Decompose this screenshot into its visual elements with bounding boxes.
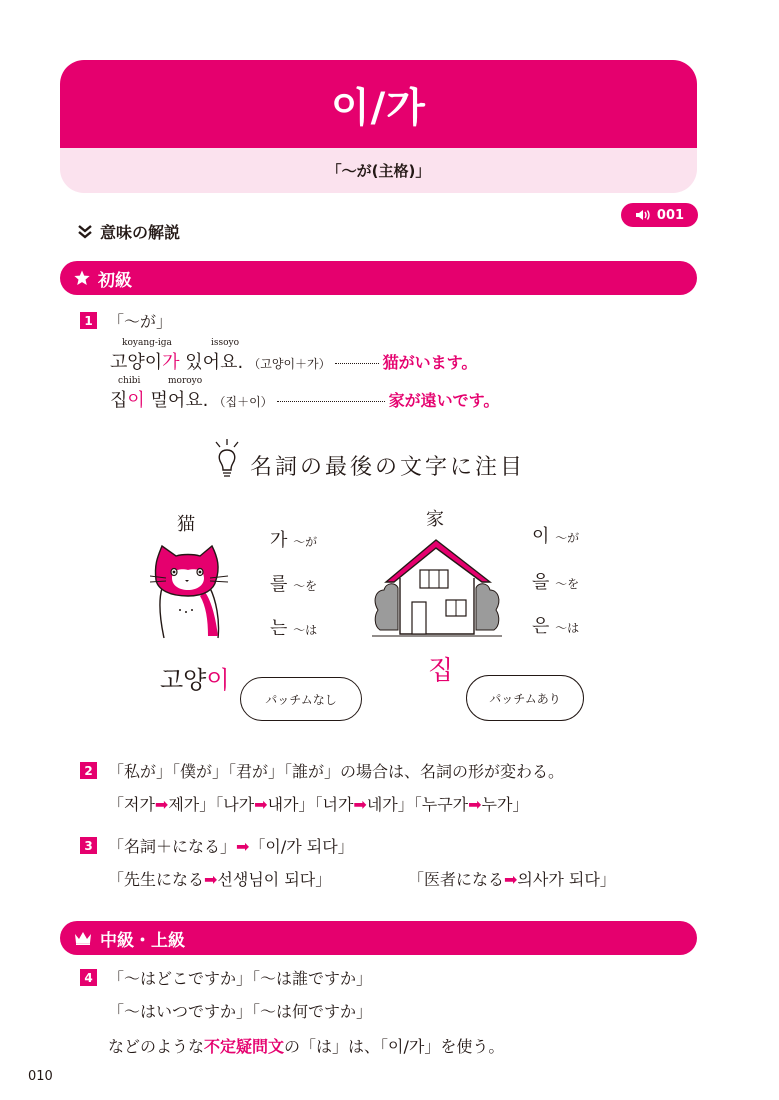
example-1-particle: 가 bbox=[162, 352, 180, 373]
house-illustration bbox=[372, 530, 502, 645]
item3-rule-right: 「이/가 되다」 bbox=[249, 837, 354, 856]
item3-example-b bbox=[408, 867, 616, 890]
item4-line3 bbox=[108, 1034, 504, 1057]
example-1-translation: 猫がいます。 bbox=[382, 353, 478, 372]
particle-neun bbox=[270, 614, 317, 640]
item-number-4: 4 bbox=[80, 969, 97, 986]
ruby-chibi: chibi bbox=[118, 376, 141, 386]
item4-line2: 「〜はいつですか」「〜は何ですか」 bbox=[108, 1002, 373, 1021]
arrow-right-icon: ➡ bbox=[504, 870, 518, 889]
example-2-korean-stem: 집 bbox=[110, 390, 128, 411]
dotted-leader bbox=[277, 401, 385, 402]
particle-reul-korean: 를 bbox=[270, 574, 288, 595]
particle-reul-gloss: 〜を bbox=[293, 579, 318, 593]
example-1-note: （고양이＋가） bbox=[248, 357, 331, 371]
meaning-heading bbox=[78, 220, 180, 243]
example-2-translation: 家が遠いです。 bbox=[388, 391, 500, 410]
audio-track-badge[interactable] bbox=[621, 203, 698, 227]
cat-word-stem: 고양 bbox=[160, 666, 207, 694]
page-number: 010 bbox=[28, 1069, 53, 1084]
particle-i bbox=[532, 522, 579, 548]
speaker-icon bbox=[635, 209, 653, 221]
illustration-title: 名詞の最後の文字に注目 bbox=[250, 455, 526, 480]
pair-1-to: 제가」 bbox=[168, 795, 216, 814]
cat-word bbox=[160, 660, 230, 695]
arrow-right-icon: ➡ bbox=[204, 870, 218, 889]
example-1-korean-rest: 있어요. bbox=[179, 352, 244, 373]
cat-illustration bbox=[150, 540, 232, 640]
bubble-no-batchim-text: パッチムなし bbox=[265, 692, 337, 707]
house-word: 집 bbox=[428, 656, 454, 686]
particle-eun-korean: 은 bbox=[532, 616, 550, 637]
item4-line3-suffix: の「は」は、「이/가」を使う。 bbox=[284, 1037, 505, 1056]
pair-2-to: 내가」 bbox=[267, 795, 315, 814]
item3-example-b-jp: 「医者になる bbox=[408, 870, 505, 889]
page-title: 이/가 bbox=[331, 84, 426, 131]
dotted-leader bbox=[335, 363, 379, 364]
double-chevron-down-icon bbox=[78, 225, 92, 239]
pair-4-from: 「누구가 bbox=[413, 795, 469, 814]
section-advanced-bar bbox=[60, 921, 697, 955]
item3-line1 bbox=[108, 834, 354, 857]
particle-eun bbox=[532, 612, 579, 638]
particle-i-gloss: 〜が bbox=[555, 531, 580, 545]
item3-rule-left: 「名詞＋になる」 bbox=[108, 837, 237, 856]
speech-bubble-no-batchim bbox=[240, 677, 362, 721]
particle-eun-gloss: 〜は bbox=[555, 621, 580, 635]
particle-neun-korean: 는 bbox=[270, 618, 288, 639]
item2-line2 bbox=[108, 792, 528, 815]
subtitle-bar bbox=[60, 148, 697, 193]
particle-ga bbox=[270, 526, 317, 552]
pair-3-to: 네가」 bbox=[366, 795, 414, 814]
particle-ga-gloss: 〜が bbox=[293, 535, 318, 549]
particle-eul bbox=[532, 568, 579, 594]
section-beginner-bar bbox=[60, 261, 697, 295]
pair-1-from: 「저가 bbox=[108, 795, 155, 814]
item-number-3: 3 bbox=[80, 837, 97, 854]
section-beginner-label: 初級 bbox=[98, 270, 132, 291]
example-2 bbox=[110, 386, 499, 412]
item3-example-a-jp: 「先生になる bbox=[108, 870, 205, 889]
title-bar bbox=[60, 60, 697, 148]
bubble-batchim-text: パッチムあり bbox=[489, 691, 561, 706]
audio-track-number: 001 bbox=[656, 207, 685, 223]
item-number-2: 2 bbox=[80, 762, 97, 779]
item4-line3-prefix: などのような bbox=[108, 1037, 205, 1056]
crown-icon bbox=[74, 931, 92, 945]
item1-heading: 「〜が」 bbox=[108, 312, 173, 331]
ruby-issoyo: issoyo bbox=[211, 338, 240, 348]
lightbulb-icon bbox=[212, 438, 242, 484]
example-2-korean-rest: 멀어요. bbox=[144, 390, 209, 411]
cat-word-last-letter: 이 bbox=[206, 666, 230, 694]
particle-ga-korean: 가 bbox=[270, 530, 288, 551]
arrow-right-icon: ➡ bbox=[154, 795, 169, 814]
example-1 bbox=[110, 348, 477, 374]
item-number-1: 1 bbox=[80, 312, 97, 329]
arrow-right-icon: ➡ bbox=[236, 837, 250, 856]
ruby-moroyo: moroyo bbox=[168, 376, 203, 386]
item4-line1: 「〜はどこですか」「〜は誰ですか」 bbox=[108, 969, 373, 988]
item4-emphasis: 不定疑問文 bbox=[204, 1037, 285, 1056]
particle-eul-gloss: 〜を bbox=[555, 577, 580, 591]
pair-4-to: 누가」 bbox=[481, 795, 529, 814]
item3-example-a bbox=[108, 867, 331, 890]
ruby-koyang-iga: koyang-iga bbox=[122, 338, 172, 348]
arrow-right-icon: ➡ bbox=[254, 795, 268, 814]
pair-3-from: 「너가 bbox=[314, 795, 354, 814]
star-icon bbox=[74, 270, 90, 286]
section-advanced-label: 中級・上級 bbox=[100, 930, 185, 951]
house-label: 家 bbox=[426, 509, 444, 530]
arrow-right-icon: ➡ bbox=[468, 795, 482, 814]
speech-bubble-batchim bbox=[466, 675, 584, 721]
particle-neun-gloss: 〜は bbox=[293, 623, 318, 637]
cat-label: 猫 bbox=[177, 514, 195, 535]
meaning-heading-label: 意味の解説 bbox=[100, 223, 181, 242]
example-2-note: （집＋이） bbox=[213, 395, 273, 409]
title-card bbox=[60, 60, 697, 193]
item3-example-a-ko: 선생님이 되다」 bbox=[217, 870, 332, 889]
item2-line1: 「私が」「僕が」「君が」「誰が」の場合は、名詞の形が変わる。 bbox=[108, 762, 565, 781]
pair-2-from: 「나가 bbox=[215, 795, 255, 814]
particle-i-korean: 이 bbox=[532, 526, 550, 547]
arrow-right-icon: ➡ bbox=[353, 795, 367, 814]
particle-eul-korean: 을 bbox=[532, 572, 550, 593]
page-subtitle: 「〜が(主格)」 bbox=[326, 162, 431, 180]
particle-reul bbox=[270, 570, 317, 596]
item3-example-b-ko: 의사가 되다」 bbox=[517, 870, 616, 889]
example-2-particle: 이 bbox=[127, 390, 145, 411]
example-1-korean-stem: 고양이 bbox=[110, 352, 163, 373]
